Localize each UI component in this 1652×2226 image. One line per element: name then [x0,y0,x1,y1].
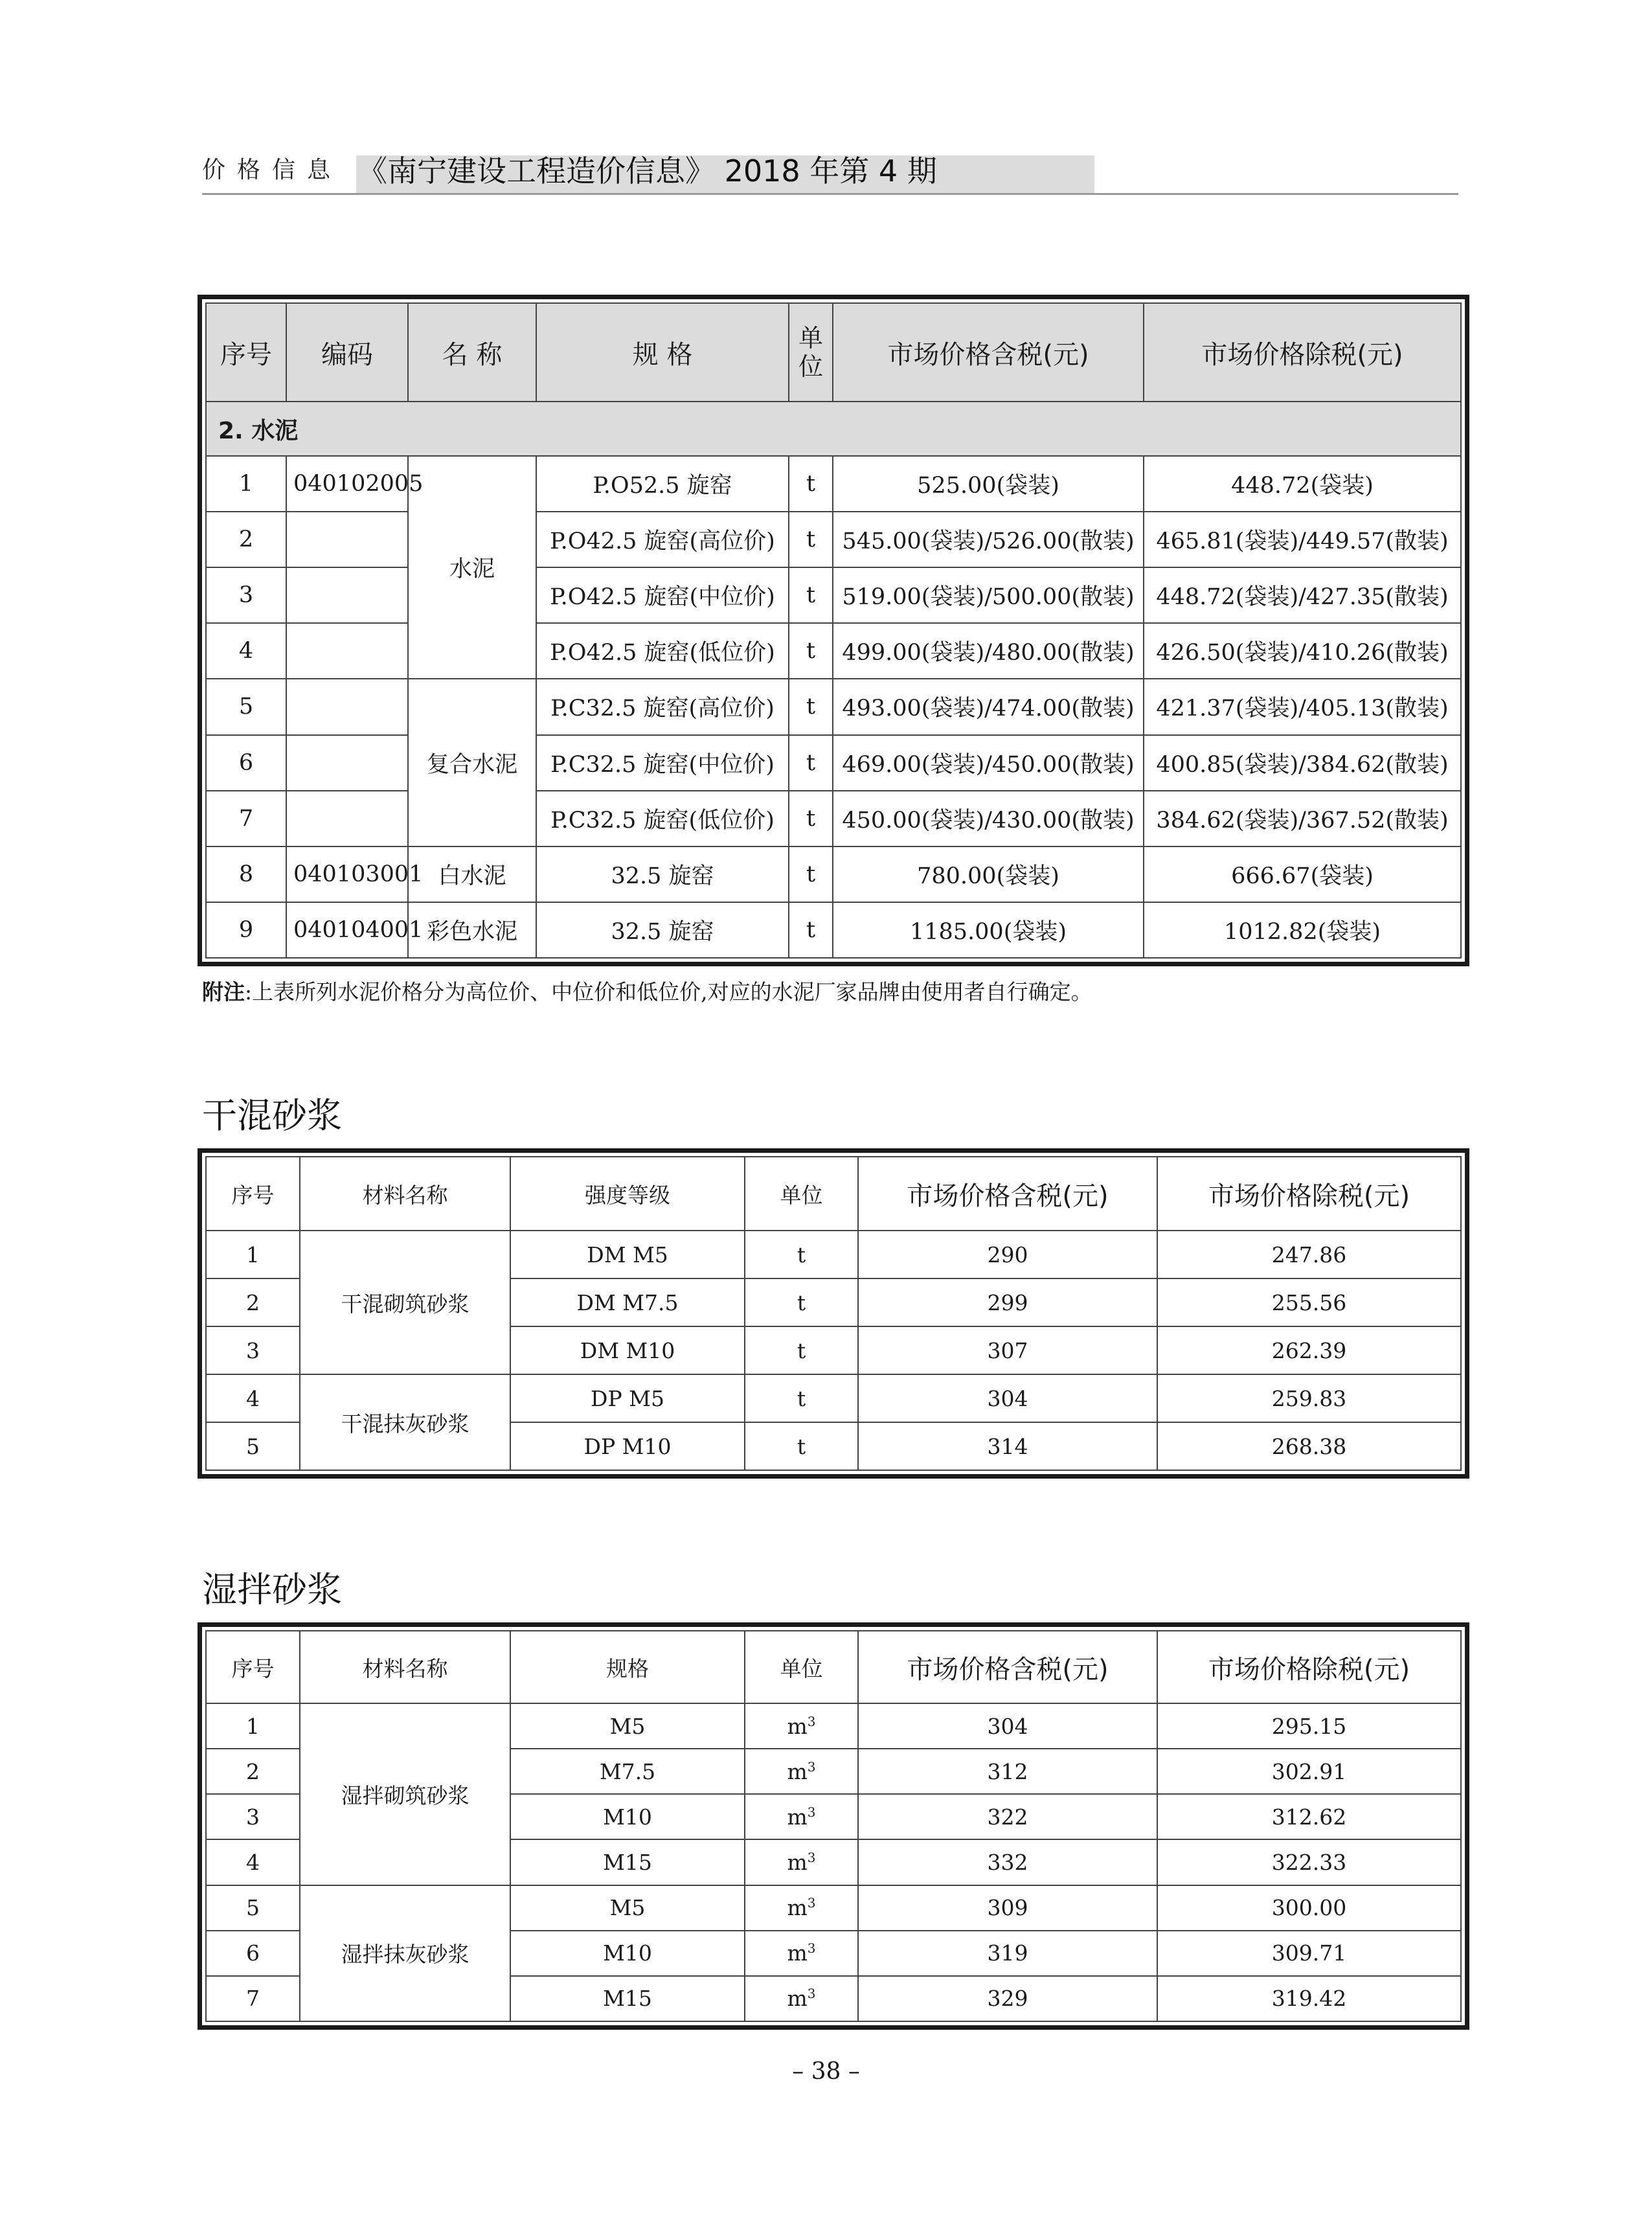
col-name: 名 称 [408,303,536,402]
cell-no: 4 [206,1374,300,1422]
cement-table [198,295,1469,966]
cell-unit: t [745,1278,858,1326]
unit-exponent: 3 [807,1895,816,1911]
unit-base: m [787,1940,808,1966]
cell-name-group: 湿拌抹灰砂浆 [300,1885,510,2021]
cell-no: 4 [206,623,286,679]
cell-unit: t [789,623,833,679]
cell-spec: M15 [510,1839,745,1885]
cell-unit: t [745,1326,858,1374]
unit-exponent: 3 [807,1940,816,1957]
wet-mortar-title: 湿拌砂浆 [202,1569,342,1610]
table-row [206,1374,1461,1422]
cell-code [286,679,408,734]
cell-name-group: 复合水泥 [408,679,536,846]
cell-grade: DM M10 [510,1326,745,1374]
cell-unit: t [789,846,833,902]
cell-grade: DP M5 [510,1374,745,1422]
col-price-notax: 市场价格除税(元) [1157,1157,1461,1231]
cell-price-tax: 332 [858,1839,1157,1885]
cell-price-notax: 384.62(袋装)/367.52(散装) [1144,791,1461,846]
dry-mortar-title: 干混砂浆 [202,1095,342,1136]
cell-code [286,512,408,567]
header-category: 价格信息 [202,157,343,183]
cell-spec: M5 [510,1885,745,1931]
cell-price-tax: 312 [858,1749,1157,1794]
cell-price-notax: 312.62 [1157,1794,1461,1839]
cell-no: 1 [206,1703,300,1749]
cell-spec: M10 [510,1931,745,1976]
page-number: – 38 – [792,2058,860,2085]
cell-price-tax: 309 [858,1885,1157,1931]
cell-name-group: 湿拌砌筑砂浆 [300,1703,510,1885]
cell-price-notax: 302.91 [1157,1749,1461,1794]
dry-mortar-table [198,1148,1469,1479]
cell-price-notax: 421.37(袋装)/405.13(散装) [1144,679,1461,734]
table-header-row [206,1631,1461,1703]
cell-no: 7 [206,1976,300,2021]
cell-price-notax: 448.72(袋装) [1144,456,1461,512]
cell-no: 1 [206,1231,300,1278]
cell-price-notax: 255.56 [1157,1278,1461,1326]
col-no: 序号 [206,1157,300,1231]
table-row [206,456,1461,512]
table-header-row [206,1157,1461,1231]
table-row [206,846,1461,902]
cell-grade: DM M5 [510,1231,745,1278]
cell-price-tax: 519.00(袋装)/500.00(散装) [833,567,1144,623]
unit-base: m [787,1758,808,1784]
cell-unit: t [789,567,833,623]
cell-unit [745,1794,858,1839]
cell-price-notax: 465.81(袋装)/449.57(散装) [1144,512,1461,567]
cell-unit: t [789,456,833,512]
cell-no: 3 [206,567,286,623]
cell-name: 白水泥 [408,846,536,902]
cell-unit [745,1703,858,1749]
cell-price-notax: 262.39 [1157,1326,1461,1374]
unit-exponent: 3 [807,1713,816,1729]
cell-unit: t [745,1231,858,1278]
cell-no: 7 [206,791,286,846]
cell-spec: P.O42.5 旋窑(高位价) [536,512,789,567]
cell-price-tax: 780.00(袋装) [833,846,1144,902]
cell-price-tax: 322 [858,1794,1157,1839]
cell-price-notax: 259.83 [1157,1374,1461,1422]
cell-no: 1 [206,456,286,512]
col-unit: 单位 [789,303,833,402]
cell-no: 5 [206,1885,300,1931]
cell-no: 2 [206,1278,300,1326]
cell-code: 040103001 [286,846,408,902]
cell-price-tax: 469.00(袋装)/450.00(散装) [833,735,1144,791]
unit-exponent: 3 [807,1986,816,2002]
cell-price-tax: 307 [858,1326,1157,1374]
unit-base: m [787,1804,808,1830]
table-note [202,975,1092,1006]
cell-spec: M7.5 [510,1749,745,1794]
col-spec: 规格 [510,1631,745,1703]
header-publication: 《南宁建设工程造价信息》 2018 年第 4 期 [357,153,937,188]
cell-no: 6 [206,1931,300,1976]
cell-price-notax: 268.38 [1157,1422,1461,1470]
unit-exponent: 3 [807,1758,816,1775]
table-row [206,791,1461,846]
cell-price-notax: 426.50(袋装)/410.26(散装) [1144,623,1461,679]
table-row [206,1885,1461,1931]
cell-price-tax: 1185.00(袋装) [833,902,1144,958]
cell-no: 6 [206,735,286,791]
table-row [206,1703,1461,1749]
cell-no: 8 [206,846,286,902]
section-title: 2. 水泥 [206,402,1461,456]
cell-unit: t [789,512,833,567]
col-grade: 强度等级 [510,1157,745,1231]
cell-price-notax: 666.67(袋装) [1144,846,1461,902]
cell-name-group: 干混抹灰砂浆 [300,1374,510,1470]
unit-exponent: 3 [807,1849,816,1865]
cell-unit [745,1931,858,1976]
col-price-notax: 市场价格除税(元) [1157,1631,1461,1703]
col-spec: 规 格 [536,303,789,402]
table-row [206,1231,1461,1278]
col-price-tax: 市场价格含税(元) [858,1157,1157,1231]
col-no: 序号 [206,1631,300,1703]
unit-base: m [787,1849,808,1875]
cell-no: 5 [206,1422,300,1470]
cell-no: 5 [206,679,286,734]
cell-code [286,735,408,791]
cell-spec: P.C32.5 旋窑(低位价) [536,791,789,846]
table-row [206,512,1461,567]
cell-price-tax: 314 [858,1422,1157,1470]
unit-base: m [787,1713,808,1739]
col-code: 编码 [286,303,408,402]
cell-unit: t [745,1374,858,1422]
cell-price-tax: 319 [858,1931,1157,1976]
cell-unit [745,1976,858,2021]
cell-no: 3 [206,1326,300,1374]
col-price-tax: 市场价格含税(元) [858,1631,1157,1703]
cell-spec: P.O42.5 旋窑(中位价) [536,567,789,623]
cell-unit [745,1885,858,1931]
cell-price-tax: 545.00(袋装)/526.00(散装) [833,512,1144,567]
cell-spec: P.C32.5 旋窑(高位价) [536,679,789,734]
section-row [206,402,1461,456]
cell-price-notax: 1012.82(袋装) [1144,902,1461,958]
page-header [202,148,1458,195]
cell-code [286,791,408,846]
note-text: :上表所列水泥价格分为高位价、中位价和低位价,对应的水泥厂家品牌由使用者自行确定。 [245,979,1092,1005]
col-unit: 单位 [745,1631,858,1703]
col-price-tax: 市场价格含税(元) [833,303,1144,402]
cell-spec: M10 [510,1794,745,1839]
cell-unit [745,1839,858,1885]
table-row [206,902,1461,958]
cell-code: 040102005 [286,456,408,512]
note-label: 附注 [202,979,245,1005]
unit-exponent: 3 [807,1804,816,1820]
col-name: 材料名称 [300,1631,510,1703]
cell-price-tax: 450.00(袋装)/430.00(散装) [833,791,1144,846]
cell-price-tax: 525.00(袋装) [833,456,1144,512]
cell-price-tax: 290 [858,1231,1157,1278]
cell-price-tax: 329 [858,1976,1157,2021]
cell-spec: P.O42.5 旋窑(低位价) [536,623,789,679]
cell-grade: DP M10 [510,1422,745,1470]
wet-mortar-table [198,1622,1469,2030]
table-row [206,567,1461,623]
unit-base: m [787,1986,808,2012]
cell-price-notax: 295.15 [1157,1703,1461,1749]
cell-price-notax: 247.86 [1157,1231,1461,1278]
cell-unit: t [789,735,833,791]
cell-no: 3 [206,1794,300,1839]
col-unit: 单位 [745,1157,858,1231]
cell-spec: 32.5 旋窑 [536,846,789,902]
cell-price-tax: 299 [858,1278,1157,1326]
cell-price-tax: 304 [858,1703,1157,1749]
cell-price-notax: 309.71 [1157,1931,1461,1976]
table-row [206,623,1461,679]
cell-code [286,623,408,679]
cell-spec: P.O52.5 旋窑 [536,456,789,512]
cell-price-notax: 448.72(袋装)/427.35(散装) [1144,567,1461,623]
cell-no: 2 [206,512,286,567]
table-row [206,735,1461,791]
col-no: 序号 [206,303,286,402]
cell-spec: 32.5 旋窑 [536,902,789,958]
cell-spec: P.C32.5 旋窑(中位价) [536,735,789,791]
cell-price-tax: 493.00(袋装)/474.00(散装) [833,679,1144,734]
cell-price-notax: 400.85(袋装)/384.62(散装) [1144,735,1461,791]
cell-name-group: 水泥 [408,456,536,679]
col-price-notax: 市场价格除税(元) [1144,303,1461,402]
cell-no: 9 [206,902,286,958]
cell-unit: t [789,791,833,846]
cell-price-notax: 319.42 [1157,1976,1461,2021]
cell-price-tax: 304 [858,1374,1157,1422]
col-name: 材料名称 [300,1157,510,1231]
cell-unit: t [789,679,833,734]
cell-no: 2 [206,1749,300,1794]
cell-spec: M5 [510,1703,745,1749]
cell-name-group: 干混砌筑砂浆 [300,1231,510,1374]
cell-name: 彩色水泥 [408,902,536,958]
cell-price-notax: 300.00 [1157,1885,1461,1931]
cell-price-tax: 499.00(袋装)/480.00(散装) [833,623,1144,679]
cell-code: 040104001 [286,902,408,958]
cell-code [286,567,408,623]
cell-grade: DM M7.5 [510,1278,745,1326]
cell-no: 4 [206,1839,300,1885]
cell-unit [745,1749,858,1794]
table-row [206,679,1461,734]
cell-price-notax: 322.33 [1157,1839,1461,1885]
cell-unit: t [789,902,833,958]
cell-spec: M15 [510,1976,745,2021]
cell-unit: t [745,1422,858,1470]
table-header-row [206,303,1461,402]
unit-base: m [787,1895,808,1921]
